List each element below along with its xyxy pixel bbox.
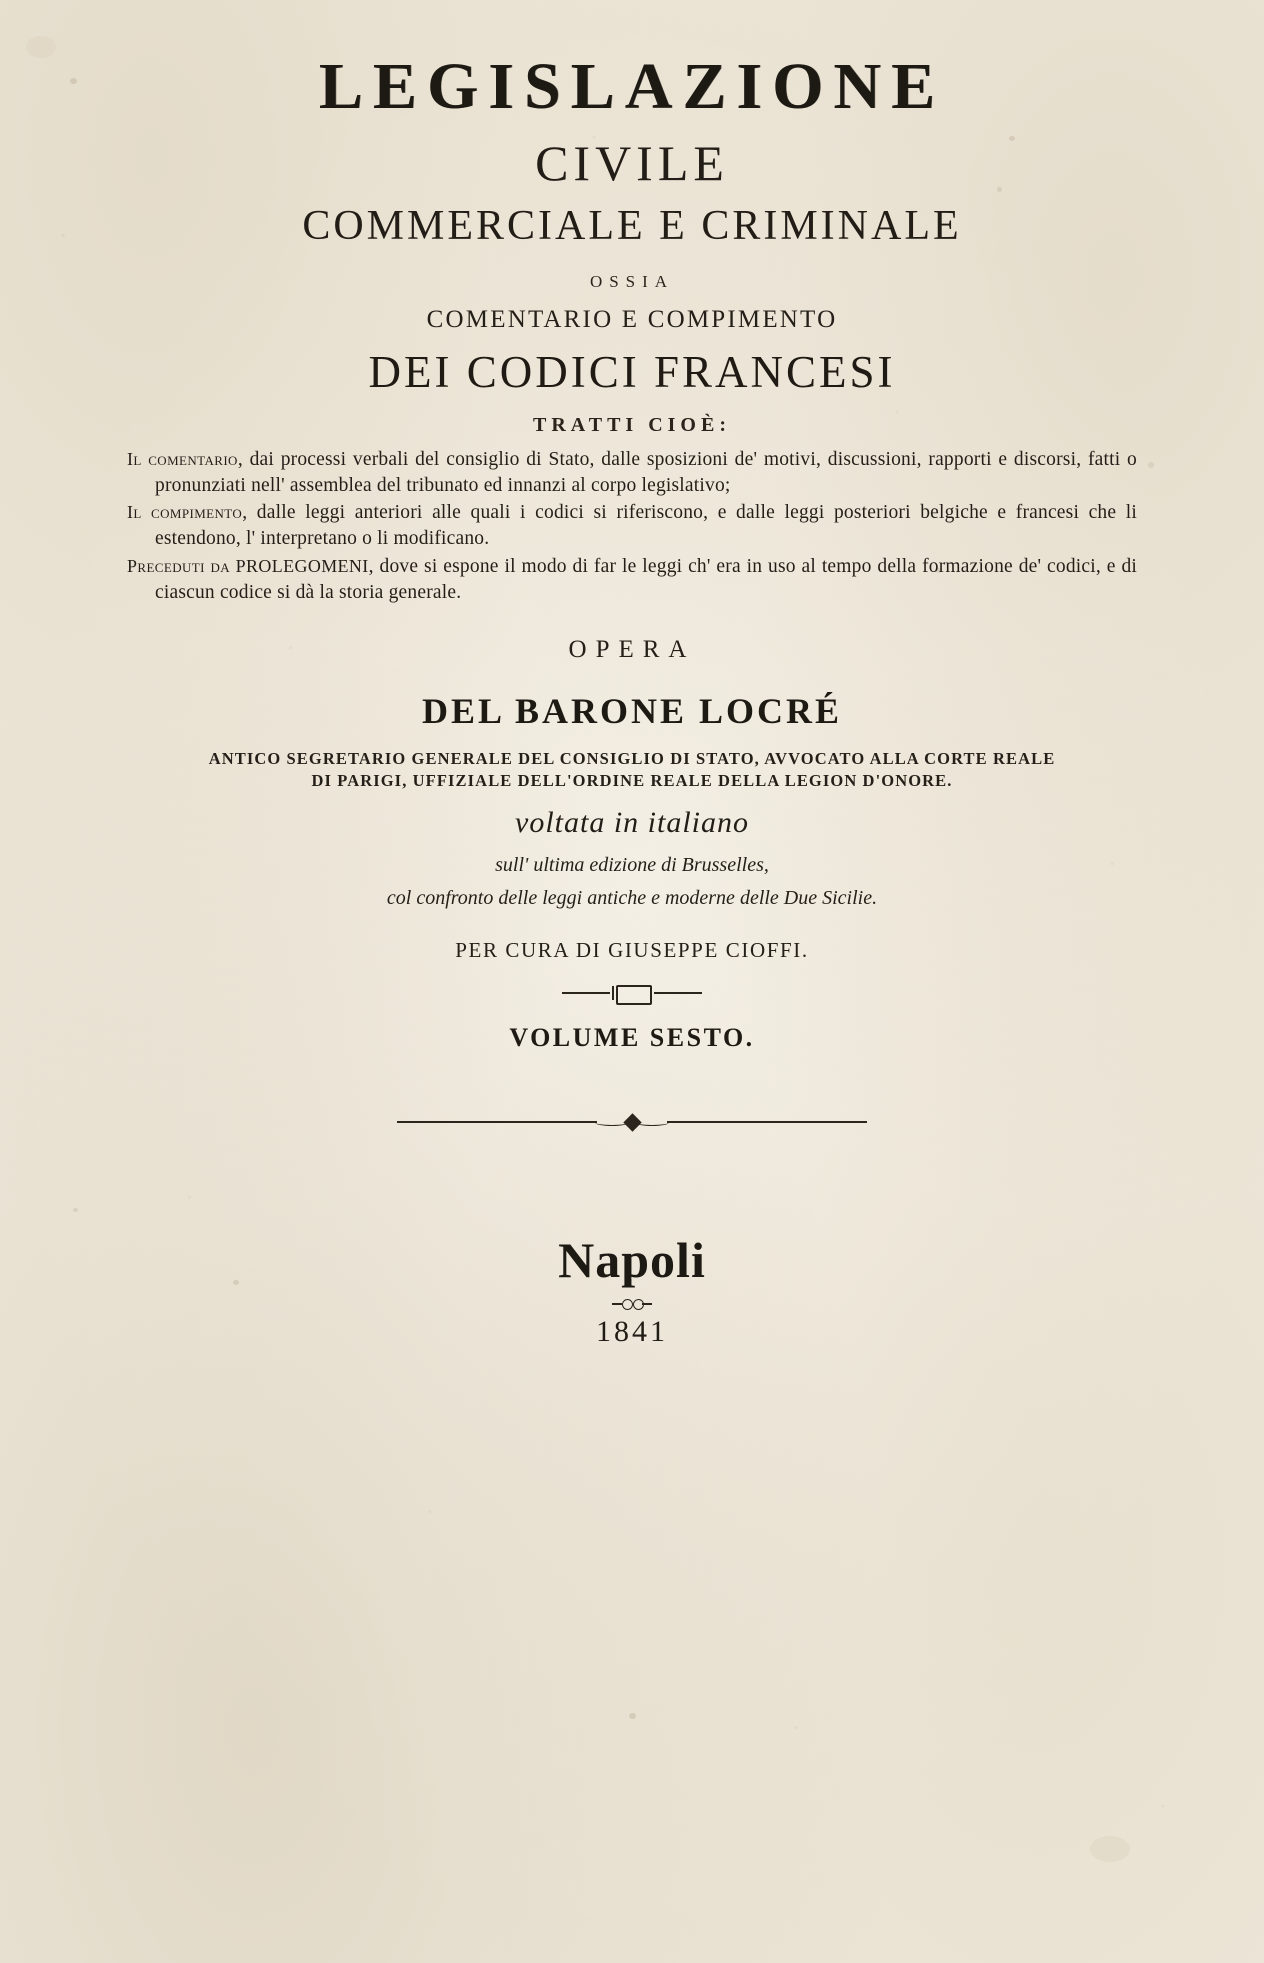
publication-year: 1841	[596, 1315, 668, 1349]
volume-label: VOLUME SESTO.	[509, 1023, 755, 1053]
paragraph-lead: Il comentario	[127, 449, 238, 469]
editor-credit: PER CURA DI GIUSEPPE CIOFFI.	[455, 938, 809, 963]
foxing-spot	[73, 1208, 78, 1212]
subtitle-comentario-compimento: COMENTARIO E COMPIMENTO	[426, 306, 838, 333]
subtitle-dei-codici-francesi: DEI CODICI FRANCESI	[368, 347, 896, 397]
edition-note-line-2: col confronto delle leggi antiche e moderne delle Due Sicilie.	[386, 887, 878, 910]
foxing-spot	[70, 78, 77, 84]
title-civile: CIVILE	[535, 135, 729, 191]
publication-city: Napoli	[558, 1232, 706, 1289]
label-ossia: OSSIA	[589, 272, 675, 291]
page-title: LEGISLAZIONE	[318, 50, 946, 123]
label-opera: OPERA	[568, 635, 696, 663]
title-block	[122, 0, 1142, 1349]
edition-note-line-1: sull' ultima edizione di Brusselles,	[495, 854, 769, 877]
translation-note: voltata in italiano	[515, 806, 749, 840]
foxing-spot	[629, 1713, 636, 1719]
imprint-block	[122, 1231, 1142, 1349]
paragraph-lead: Preceduti da PROLEGOMENI	[127, 555, 369, 576]
ornament-divider-icon	[562, 981, 702, 1005]
ornament-dots-icon	[602, 1295, 662, 1311]
description-block	[127, 447, 1137, 606]
author-credentials-line-1: ANTICO SEGRETARIO GENERALE DEL CONSIGLIO DI STATO, AVVOCATO ALLA CORTE REALE	[208, 748, 1056, 768]
paragraph-text: , dalle leggi anteriori alle quali i codici si riferiscono, e dalle leggi posteriori belgiche e francesi che li estendono, l' interpretano o li modificano.	[155, 502, 1137, 550]
description-paragraph	[127, 554, 1137, 606]
paragraph-text: , dove si espone il modo di far le leggi ch' era in uso al tempo della formazione de' codici, e di ciascun codice si dà la storia generale.	[155, 555, 1138, 603]
author-name: DEL BARONE LOCRÉ	[421, 690, 843, 731]
label-tratti-cioe: TRATTI CIOÈ:	[533, 414, 731, 436]
paragraph-text: , dai processi verbali del consiglio di Stato, dalle sposizioni de' motivi, discussioni, rapporti e discorsi, fatti o pronunziati nell' assemblea del tribunato ed innanzi al corpo legislativo;	[155, 449, 1137, 497]
description-paragraph	[127, 500, 1137, 552]
ornament-rule-icon	[397, 1113, 867, 1131]
foxing-spot	[1148, 462, 1154, 468]
title-commerciale-criminale: COMMERCIALE E CRIMINALE	[302, 203, 962, 249]
author-credentials	[142, 748, 1122, 793]
foxing-spot	[1090, 1836, 1130, 1862]
description-paragraph	[127, 447, 1137, 499]
paragraph-lead: Il compimento	[127, 502, 243, 523]
foxing-spot	[26, 36, 56, 58]
author-credentials-line-2: DI PARIGI, UFFIZIALE DELL'ORDINE REALE DELLA LEGION D'ONORE.	[311, 771, 953, 791]
